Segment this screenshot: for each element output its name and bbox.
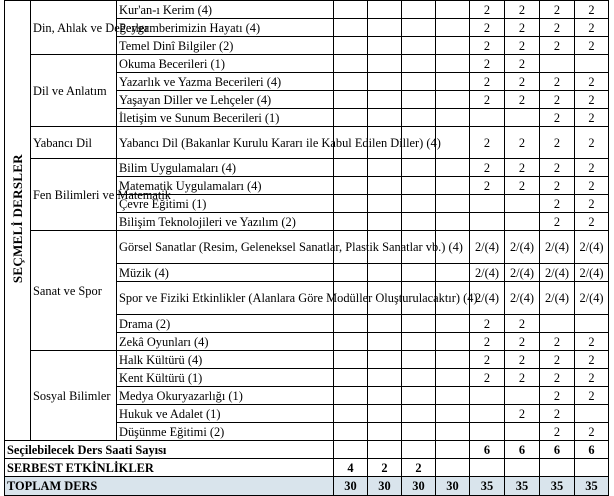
hours-cell: 2 (575, 177, 609, 195)
hours-cell (334, 91, 368, 109)
free-activities-row-label: SERBEST ETKİNLİKLER (5, 459, 334, 477)
hours-cell (402, 19, 436, 37)
hours-cell (368, 333, 402, 351)
hours-cell: 2 (540, 405, 575, 423)
course-name: Drama (2) (117, 315, 334, 333)
hours-cell (368, 91, 402, 109)
hours-cell (368, 37, 402, 55)
course-name: Okuma Becerileri (1) (117, 55, 334, 73)
hours-cell (436, 264, 470, 282)
hours-cell: 2 (575, 213, 609, 231)
course-name: Çevre Eğitimi (1) (117, 195, 334, 213)
hours-cell: 2 (505, 177, 540, 195)
summary-hours-cell: 35 (540, 477, 575, 496)
selectable-hours-row-label: Seçilebilecek Ders Saati Sayısı (5, 441, 334, 459)
hours-cell: 2/(4) (505, 231, 540, 264)
total-row-label: TOPLAM DERS (5, 477, 334, 496)
hours-cell (402, 109, 436, 127)
hours-cell (505, 423, 540, 441)
course-name: Görsel Sanatlar (Resim, Geleneksel Sanatlar, Plastik Sanatlar vb.) (4) (117, 231, 334, 264)
hours-cell (402, 37, 436, 55)
course-name: Yabancı Dil (Bakanlar Kurulu Kararı ile Kabul Edilen Diller) (4) (117, 127, 334, 159)
hours-cell: 2 (540, 351, 575, 369)
hours-cell: 2 (505, 159, 540, 177)
hours-cell: 2 (575, 369, 609, 387)
hours-cell: 2 (505, 91, 540, 109)
hours-cell: 2 (470, 177, 505, 195)
hours-cell (368, 423, 402, 441)
hours-cell (436, 37, 470, 55)
summary-hours-cell: 30 (436, 477, 470, 496)
summary-hours-cell (505, 459, 540, 477)
course-name: Düşünme Eğitimi (2) (117, 423, 334, 441)
hours-cell (436, 19, 470, 37)
course-name: Yazarlık ve Yazma Becerileri (4) (117, 73, 334, 91)
hours-cell (402, 159, 436, 177)
hours-cell (334, 351, 368, 369)
hours-cell (368, 1, 402, 19)
hours-cell (402, 264, 436, 282)
hours-cell (436, 333, 470, 351)
hours-cell: 2 (540, 195, 575, 213)
hours-cell: 2 (540, 333, 575, 351)
hours-cell: 2 (540, 423, 575, 441)
area-label: Fen Bilimleri ve Matematik (31, 159, 117, 231)
hours-cell: 2 (470, 351, 505, 369)
hours-cell: 2 (575, 37, 609, 55)
section-label: SEÇMELİ DERSLER (9, 154, 25, 284)
hours-cell (470, 195, 505, 213)
area-label: Dil ve Anlatım (31, 55, 117, 127)
hours-cell (402, 423, 436, 441)
summary-hours-cell: 2 (368, 459, 402, 477)
hours-cell (402, 369, 436, 387)
hours-cell: 2 (505, 73, 540, 91)
hours-cell (436, 109, 470, 127)
summary-hours-cell: 30 (402, 477, 436, 496)
hours-cell: 2 (575, 1, 609, 19)
hours-cell (334, 387, 368, 405)
course-name: Bilim Uygulamaları (4) (117, 159, 334, 177)
hours-cell (334, 369, 368, 387)
hours-cell: 2/(4) (575, 282, 609, 315)
hours-cell: 2/(4) (470, 264, 505, 282)
selectable-hours-row (5, 441, 609, 459)
hours-cell: 2 (505, 369, 540, 387)
course-name: Müzik (4) (117, 264, 334, 282)
hours-cell (334, 264, 368, 282)
hours-cell: 2 (470, 55, 505, 73)
hours-cell: 2 (505, 37, 540, 55)
hours-cell: 2 (575, 195, 609, 213)
hours-cell (470, 109, 505, 127)
summary-hours-cell: 35 (470, 477, 505, 496)
summary-hours-cell: 6 (575, 441, 609, 459)
hours-cell (334, 333, 368, 351)
course-name: Spor ve Fiziki Etkinlikler (Alanlara Göre Modüller Oluşturulacaktır) (4) (117, 282, 334, 315)
hours-cell: 2 (575, 73, 609, 91)
hours-cell (334, 405, 368, 423)
hours-cell: 2 (470, 159, 505, 177)
hours-cell (334, 423, 368, 441)
summary-hours-cell (436, 459, 470, 477)
hours-cell (368, 405, 402, 423)
hours-cell: 2/(4) (575, 231, 609, 264)
hours-cell (436, 159, 470, 177)
hours-cell: 2 (505, 55, 540, 73)
area-label: Sosyal Bilimler (31, 351, 117, 441)
hours-cell (402, 195, 436, 213)
hours-cell (334, 213, 368, 231)
hours-cell: 2 (575, 387, 609, 405)
hours-cell (436, 177, 470, 195)
hours-cell (368, 264, 402, 282)
summary-hours-cell (334, 441, 368, 459)
hours-cell (368, 73, 402, 91)
summary-hours-cell (436, 441, 470, 459)
hours-cell (334, 19, 368, 37)
hours-cell (368, 55, 402, 73)
hours-cell: 2 (470, 91, 505, 109)
hours-cell (334, 315, 368, 333)
summary-hours-cell: 4 (334, 459, 368, 477)
course-row (5, 351, 609, 369)
course-row (5, 127, 609, 159)
course-row (5, 1, 609, 19)
hours-cell (368, 387, 402, 405)
hours-cell: 2 (575, 127, 609, 159)
hours-cell (505, 109, 540, 127)
area-label: Din, Ahlak ve Değerler (31, 1, 117, 55)
hours-cell: 2 (505, 351, 540, 369)
hours-cell: 2 (505, 315, 540, 333)
course-name: Temel Dinî Bilgiler (2) (117, 37, 334, 55)
hours-cell (334, 73, 368, 91)
hours-cell (402, 387, 436, 405)
hours-cell (402, 213, 436, 231)
hours-cell (436, 315, 470, 333)
course-name: Zekâ Oyunları (4) (117, 333, 334, 351)
hours-cell: 2 (470, 369, 505, 387)
course-row (5, 159, 609, 177)
hours-cell: 2 (540, 37, 575, 55)
summary-hours-cell (575, 459, 609, 477)
hours-cell: 2/(4) (505, 264, 540, 282)
hours-cell (368, 19, 402, 37)
hours-cell: 2 (575, 19, 609, 37)
hours-cell: 2 (575, 423, 609, 441)
hours-cell: 2 (505, 333, 540, 351)
hours-cell: 2/(4) (575, 264, 609, 282)
hours-cell (540, 55, 575, 73)
hours-cell: 2 (470, 19, 505, 37)
hours-cell: 2 (540, 369, 575, 387)
hours-cell (368, 369, 402, 387)
hours-cell (436, 1, 470, 19)
hours-cell: 2 (470, 73, 505, 91)
hours-cell: 2 (470, 333, 505, 351)
hours-cell (436, 405, 470, 423)
course-name: Bilişim Teknolojileri ve Yazılım (2) (117, 213, 334, 231)
hours-cell (470, 213, 505, 231)
hours-cell: 2 (505, 19, 540, 37)
hours-cell: 2 (505, 127, 540, 159)
hours-cell (575, 405, 609, 423)
course-name: Halk Kültürü (4) (117, 351, 334, 369)
hours-cell (368, 315, 402, 333)
hours-cell (505, 387, 540, 405)
hours-cell: 2 (470, 37, 505, 55)
course-name: Medya Okuryazarlığı (1) (117, 387, 334, 405)
hours-cell (368, 159, 402, 177)
hours-cell: 2 (540, 1, 575, 19)
curriculum-table (4, 0, 609, 496)
hours-cell (402, 177, 436, 195)
hours-cell (334, 37, 368, 55)
summary-hours-cell: 6 (505, 441, 540, 459)
hours-cell (436, 351, 470, 369)
summary-hours-cell (368, 441, 402, 459)
summary-hours-cell: 35 (575, 477, 609, 496)
area-label: Yabancı Dil (31, 127, 117, 159)
hours-cell (575, 55, 609, 73)
summary-hours-cell (470, 459, 505, 477)
hours-cell: 2 (540, 73, 575, 91)
hours-cell (436, 55, 470, 73)
hours-cell (402, 1, 436, 19)
hours-cell (402, 351, 436, 369)
hours-cell: 2 (540, 177, 575, 195)
course-name: İletişim ve Sunum Becerileri (1) (117, 109, 334, 127)
hours-cell (368, 195, 402, 213)
hours-cell: 2 (540, 109, 575, 127)
summary-hours-cell: 6 (540, 441, 575, 459)
hours-cell (334, 177, 368, 195)
hours-cell: 2 (540, 159, 575, 177)
hours-cell (334, 55, 368, 73)
summary-hours-cell: 30 (334, 477, 368, 496)
hours-cell: 2 (575, 91, 609, 109)
hours-cell: 2 (470, 127, 505, 159)
free-activities-row (5, 459, 609, 477)
hours-cell: 2/(4) (540, 264, 575, 282)
hours-cell (470, 387, 505, 405)
hours-cell (334, 1, 368, 19)
hours-cell: 2/(4) (540, 282, 575, 315)
hours-cell: 2 (540, 213, 575, 231)
hours-cell (402, 315, 436, 333)
course-name: Matematik Uygulamaları (4) (117, 177, 334, 195)
hours-cell: 2 (505, 405, 540, 423)
hours-cell (470, 405, 505, 423)
hours-cell (368, 351, 402, 369)
hours-cell: 2/(4) (470, 231, 505, 264)
hours-cell (436, 423, 470, 441)
area-label: Sanat ve Spor (31, 231, 117, 351)
course-row (5, 55, 609, 73)
hours-cell: 2 (540, 19, 575, 37)
hours-cell: 2 (470, 1, 505, 19)
hours-cell (334, 159, 368, 177)
hours-cell (470, 423, 505, 441)
hours-cell: 2 (540, 127, 575, 159)
hours-cell: 2 (575, 159, 609, 177)
hours-cell (436, 213, 470, 231)
hours-cell (334, 195, 368, 213)
summary-hours-cell: 6 (470, 441, 505, 459)
hours-cell (334, 109, 368, 127)
hours-cell (505, 195, 540, 213)
hours-cell (505, 213, 540, 231)
hours-cell (436, 369, 470, 387)
hours-cell: 2 (505, 1, 540, 19)
course-row (5, 231, 609, 264)
hours-cell (575, 315, 609, 333)
hours-cell: 2/(4) (505, 282, 540, 315)
course-name: Yaşayan Diller ve Lehçeler (4) (117, 91, 334, 109)
hours-cell: 2 (470, 315, 505, 333)
hours-cell: 2/(4) (470, 282, 505, 315)
hours-cell (436, 195, 470, 213)
hours-cell: 2 (575, 333, 609, 351)
total-row (5, 477, 609, 496)
course-name: Hukuk ve Adalet (1) (117, 405, 334, 423)
hours-cell (402, 91, 436, 109)
hours-cell: 2 (540, 91, 575, 109)
summary-hours-cell (540, 459, 575, 477)
hours-cell (402, 405, 436, 423)
hours-cell (368, 109, 402, 127)
section-label-cell (5, 1, 31, 441)
hours-cell (402, 333, 436, 351)
course-name: Kent Kültürü (1) (117, 369, 334, 387)
hours-cell: 2 (575, 109, 609, 127)
hours-cell (436, 91, 470, 109)
hours-cell (402, 55, 436, 73)
hours-cell (402, 73, 436, 91)
hours-cell: 2 (575, 351, 609, 369)
summary-hours-cell: 2 (402, 459, 436, 477)
hours-cell (540, 315, 575, 333)
hours-cell (436, 387, 470, 405)
hours-cell (368, 177, 402, 195)
hours-cell (436, 73, 470, 91)
hours-cell: 2/(4) (540, 231, 575, 264)
hours-cell: 2 (540, 387, 575, 405)
summary-hours-cell: 35 (505, 477, 540, 496)
hours-cell (368, 213, 402, 231)
summary-hours-cell (402, 441, 436, 459)
course-name: Kur'an-ı Kerim (4) (117, 1, 334, 19)
course-name: Peygamberimizin Hayatı (4) (117, 19, 334, 37)
summary-hours-cell: 30 (368, 477, 402, 496)
